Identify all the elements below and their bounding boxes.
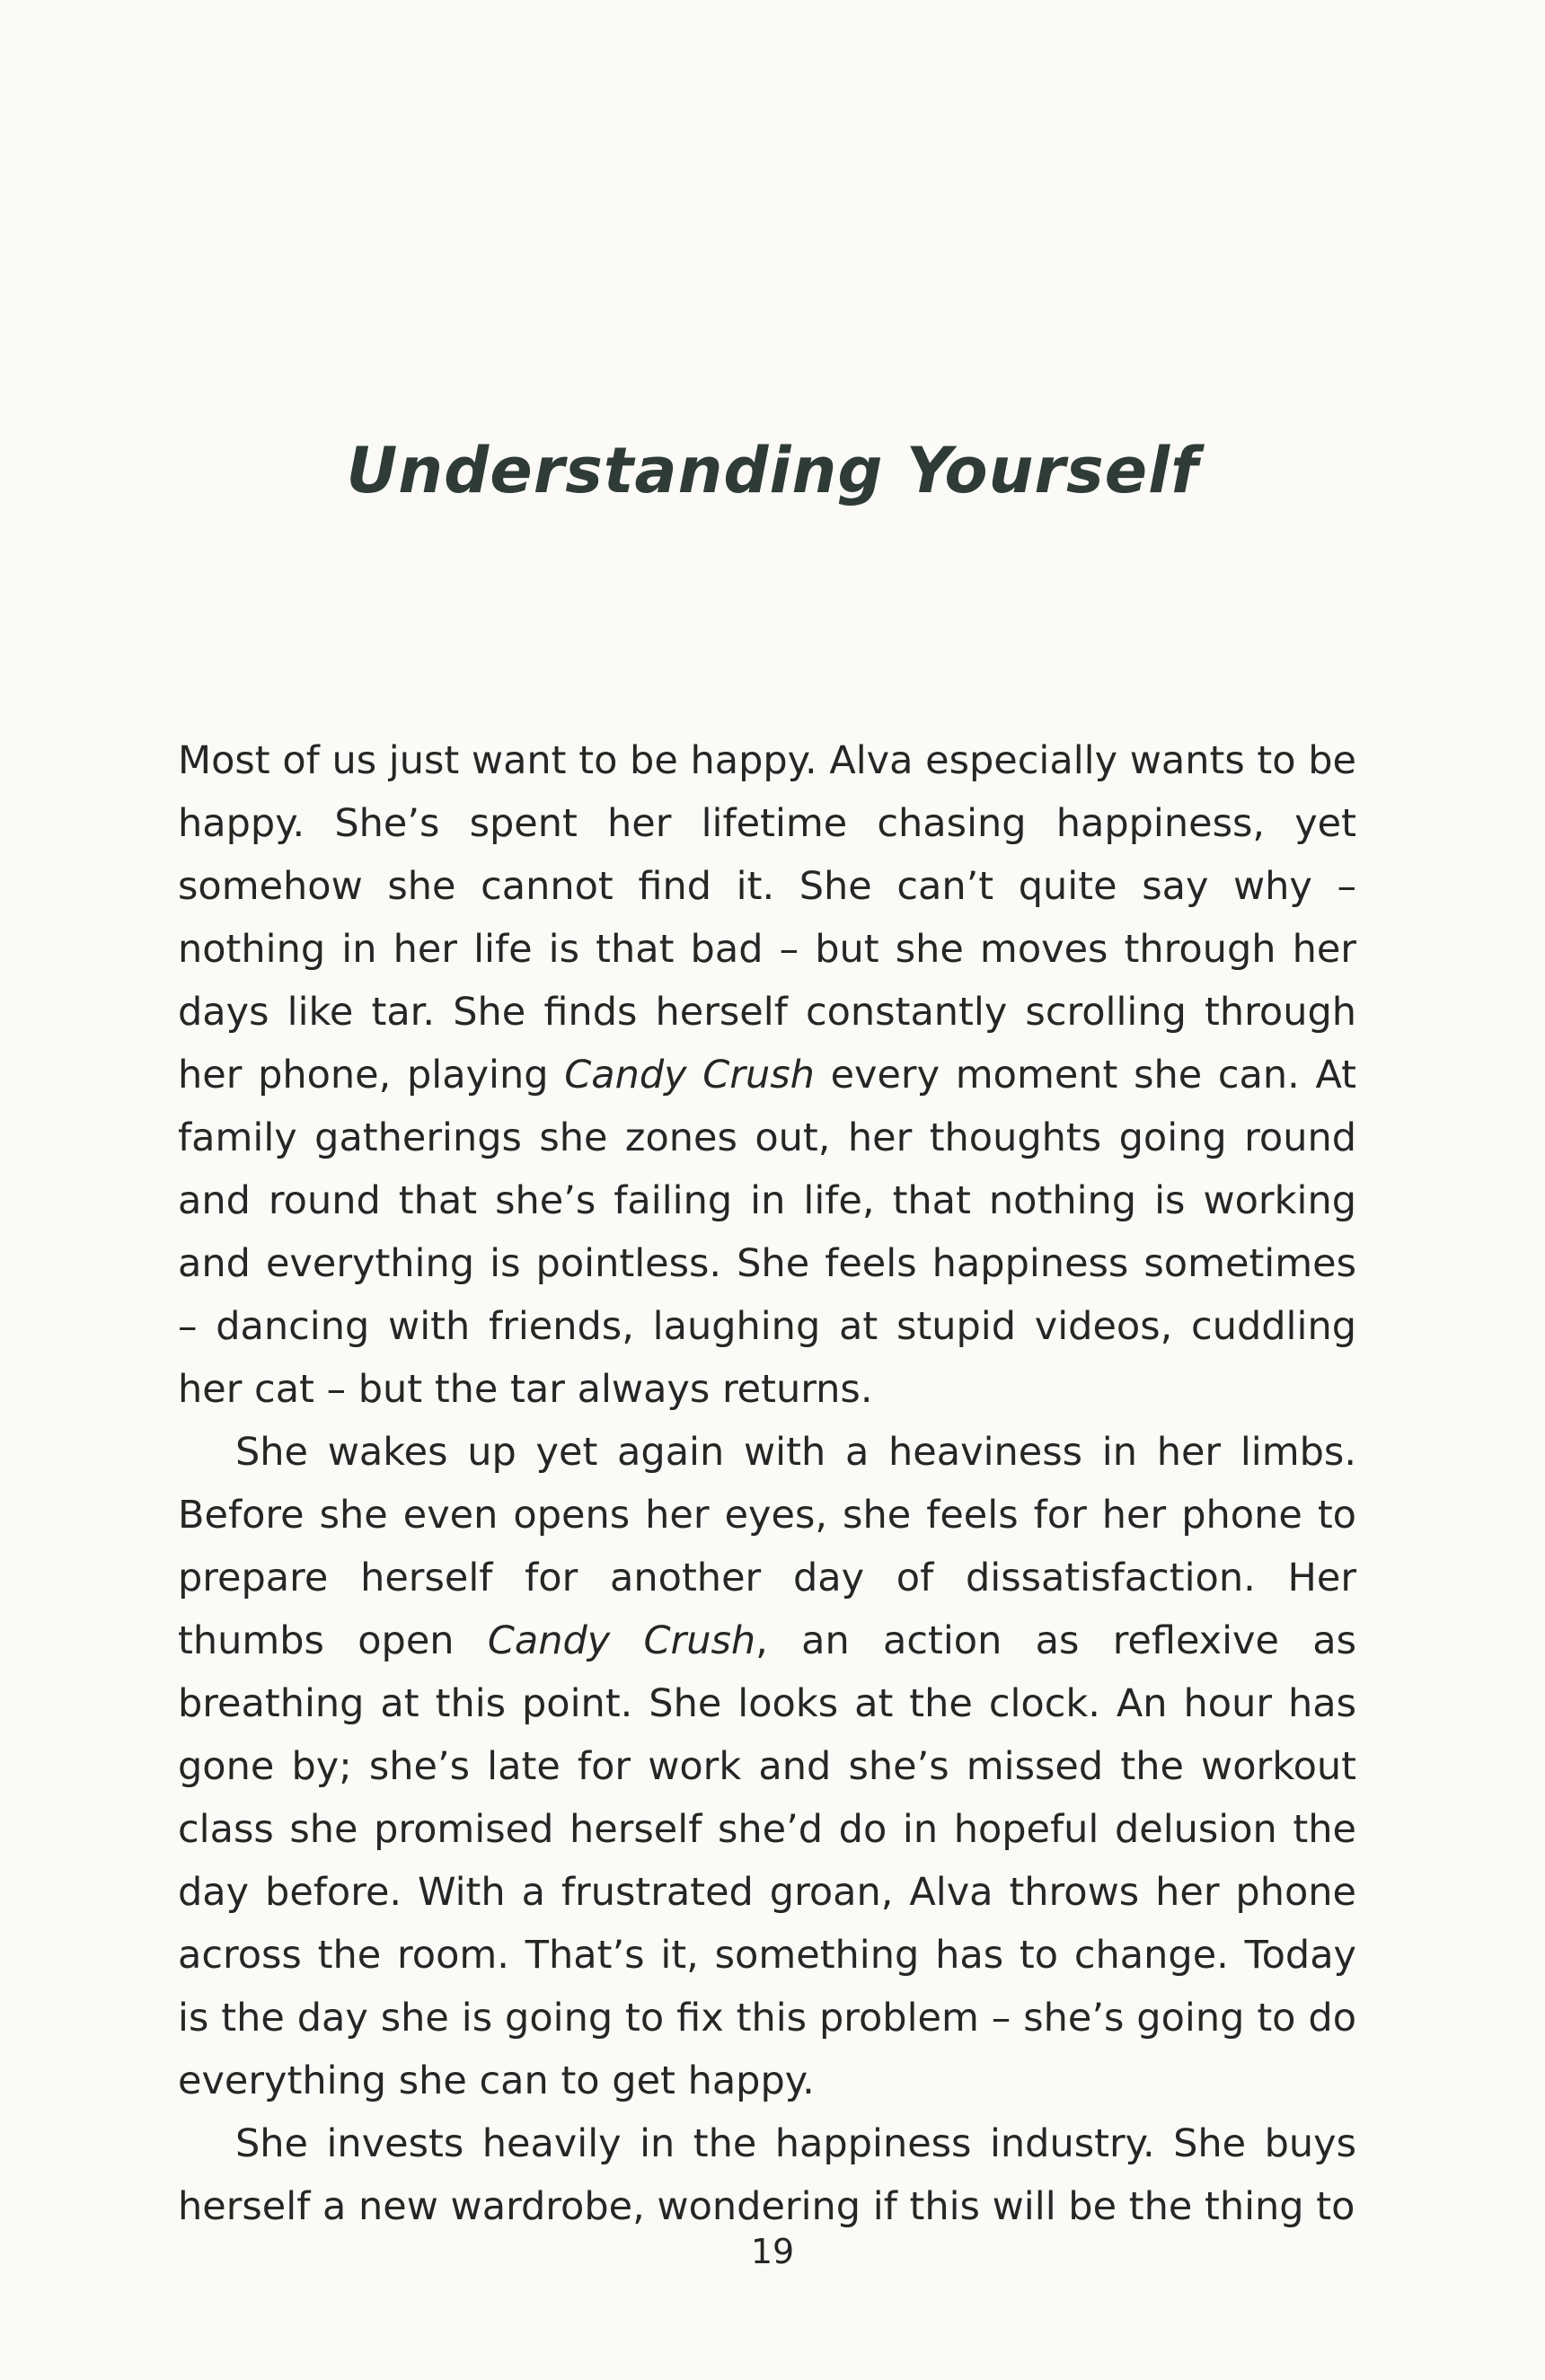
paragraph-2-game-title: Candy Crush: [487, 1618, 756, 1663]
paragraph-3-text: She invests heavily in the happiness industry. She buys herself a new wardrobe, wondering if this will be the thing to: [178, 2121, 1356, 2229]
paragraph-1-text-continued: every moment she can. At family gatherings she zones out, her thoughts going round and round that she’s failing in life, that nothing is working and everything is pointless. She feels happiness sometimes – dancing with friends, laughing at stupid videos, cuddling her cat – but the tar always returns.: [178, 1053, 1356, 1412]
paragraph-2-text-continued: , an action as reflexive as breathing at this point. She looks at the clock. An hour has gone by; she’s late for work and she’s missed the workout class she promised herself she’d do in hopeful delusion the day before. With a frustrated groan, Alva throws her phone across the room. That’s it, something has to change. Today is the day she is going to fix this problem – she’s going to do everything she can to get happy.: [178, 1618, 1357, 2103]
chapter-title: Understanding Yourself: [346, 433, 1199, 507]
paragraph-1: [178, 729, 1356, 1421]
paragraph-2: [178, 1421, 1356, 2112]
paragraph-1-game-title: Candy Crush: [564, 1053, 815, 1097]
paragraph-3: [178, 2112, 1356, 2238]
body-text: [178, 729, 1356, 2238]
paragraph-1-text: Most of us just want to be happy. Alva especially wants to be happy. She’s spent her lifetime chasing happiness, yet somehow she cannot find it. She can’t quite say why – nothing in her life is that bad – but she moves through her days like tar. She finds herself constantly scrolling through her phone, playing: [178, 738, 1356, 1097]
page-number: 19: [750, 2232, 795, 2271]
paragraph-2-text: She wakes up yet again with a heaviness in her limbs. Before she even opens her eyes, she feels for her phone to prepare herself for another day of dissatisfaction. Her thumbs open: [178, 1430, 1356, 1663]
